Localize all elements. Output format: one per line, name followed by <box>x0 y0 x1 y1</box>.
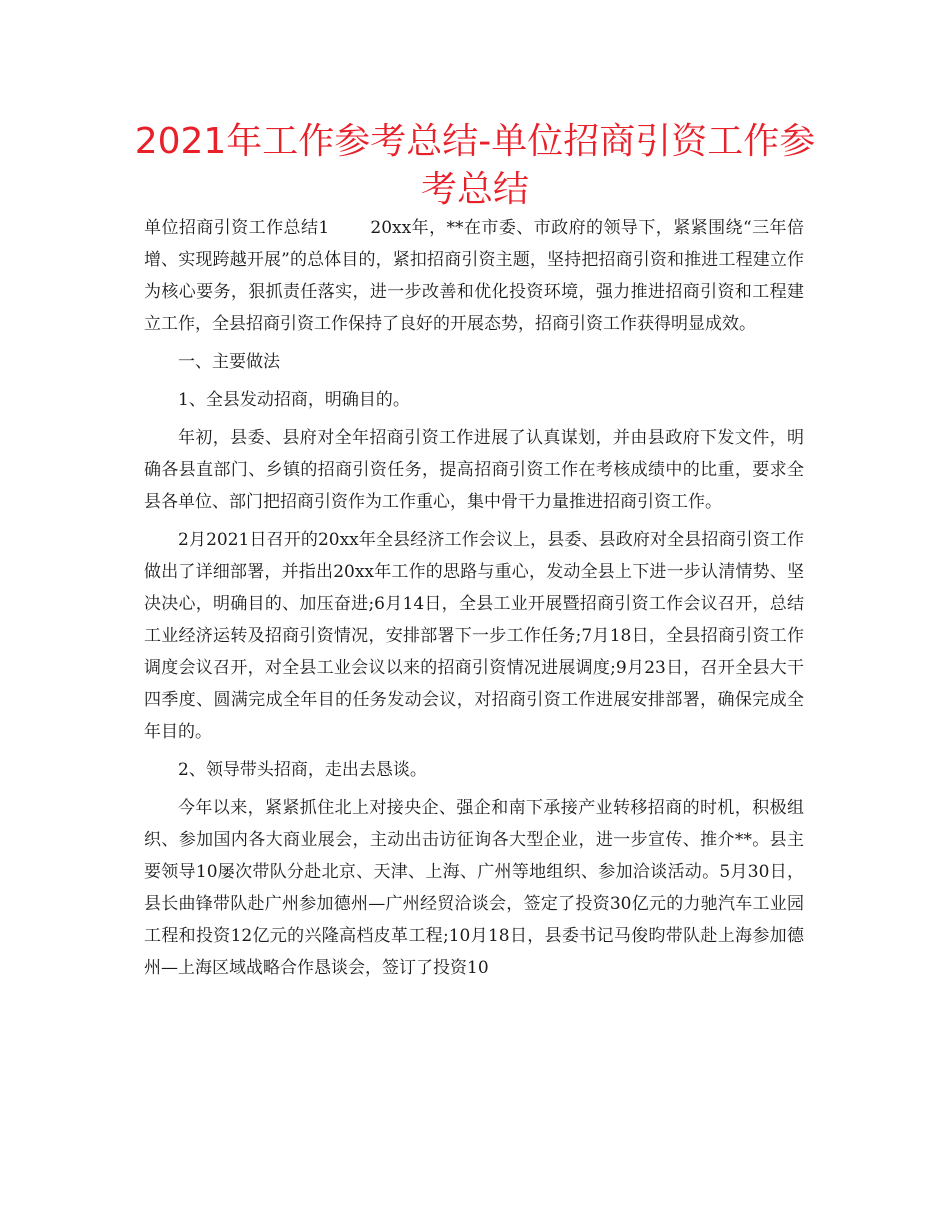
document-title: 2021年工作参考总结-单位招商引资工作参考总结 <box>134 121 816 210</box>
subsection-heading: 1、全县发动招商，明确目的。 <box>178 390 410 410</box>
section-heading: 一、主要做法 <box>178 352 280 372</box>
subsection-heading: 2、领导带头招商，走出去恳谈。 <box>178 760 427 780</box>
body-paragraph: 年初，县委、县府对全年招商引资工作进展了认真谋划，并由县政府下发文件，明确各县直部门、乡镇的招商引资任务，提高招商引资工作在考核成绩中的比重，要求全县各单位、部门把招商引资作为工作重心，集中骨干力量推进招商引资工作。 <box>144 428 804 512</box>
body-paragraph: 单位招商引资工作总结1 20xx年，**在市委、市政府的领导下，紧紧围绕“三年倍增、实现跨越开展”的总体目的，紧扣招商引资主题，坚持把招商引资和推进工程建立作为核心要务，狠抓责任落实，进一步改善和优化投资环境，强力推进招商引资和工程建立工作，全县招商引资工作保持了良好的开展态势，招商引资工作获得明显成效。 <box>144 218 804 334</box>
body-paragraph: 2月2021日召开的20xx年全县经济工作会议上，县委、县政府对全县招商引资工作做出了详细部署，并指出20xx年工作的思路与重心，发动全县上下进一步认清情势、坚决决心，明确目的、加压奋进;6月14日，全县工业开展暨招商引资工作会议召开，总结工业经济运转及招商引资情况，安排部署下一步工作任务;7月18日，全县招商引资工作调度会议召开，对全县工业会议以来的招商引资情况进展调度;9月23日，召开全县大干四季度、圆满完成全年目的任务发动会议，对招商引资工作进展安排部署，确保完成全年目的。 <box>144 530 804 742</box>
body-paragraph: 今年以来，紧紧抓住北上对接央企、强企和南下承接产业转移招商的时机，积极组织、参加国内各大商业展会，主动出击访征询各大型企业，进一步宣传、推介**。县主要领导10屡次带队分赴北京、天津、上海、广州等地组织、参加洽谈活动。5月30日，县长曲锋带队赴广州参加德州—广州经贸洽谈会，签定了投资30亿元的力驰汽车工业园工程和投资12亿元的兴隆高档皮革工程;10月18日，县委书记马俊昀带队赴上海参加德州—上海区域战略合作恳谈会，签订了投资10 <box>144 798 804 978</box>
document-body <box>144 212 804 990</box>
